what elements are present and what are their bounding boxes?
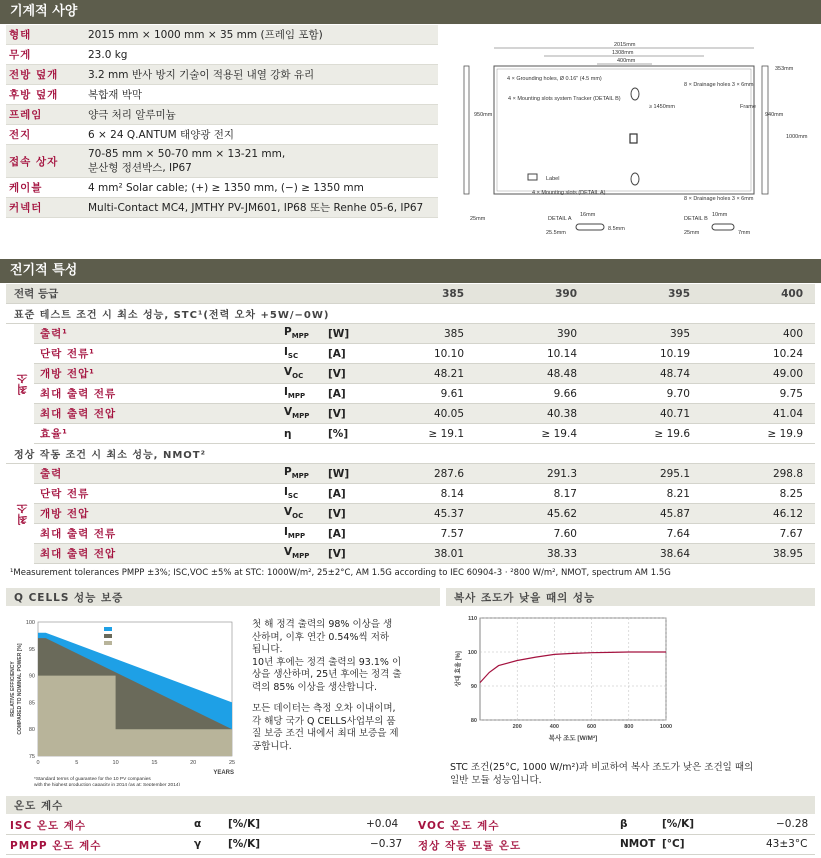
detail-a-255: 25.5mm [546,230,566,236]
elec-row-value: 7.57 [440,527,464,540]
warranty-text-line: 공합니다. [252,740,292,752]
x-tick-label: 20 [190,760,197,766]
elec-row-unit: [A] [328,527,346,540]
elec-row-value: 10.10 [433,347,464,360]
x-tick-label: 200 [512,724,522,730]
mech-row-value [82,126,438,144]
elec-row [34,464,815,484]
elec-row-name: 개방 전압¹ [40,368,95,380]
ground-holes-label: 4 × Grounding holes, Ø 0.16" (4.5 mm) [507,76,602,82]
elec-row-value: ≥ 19.9 [767,427,803,440]
detail-b-25: 25mm [684,230,700,236]
mech-row-label: 전지 [9,129,32,141]
temp-isc-unit: [%/K] [228,818,261,830]
warranty-footnote-1: *Standard terms of guarantee for the 10 PV companies [34,777,151,782]
elec-row [34,404,815,424]
section-rows [6,324,815,444]
elec-row-value: ≥ 19.1 [428,427,464,440]
temp-isc-val: +0.04 [366,818,399,830]
warranty-text-line: 각 해당 국가 Q CELLS사업부의 품 [252,715,396,727]
section-label-row [6,304,815,324]
mech-row-value [82,66,438,84]
elec-row [34,344,815,364]
warranty-text-line: 산하며, 이후 연간 0.54%씩 저하 [252,631,390,643]
elec-row-value: 49.00 [772,367,803,380]
elec-row-symbol: $P_{MPP}$ [284,466,309,481]
elec-row [34,504,815,524]
elec-row-value: 45.87 [659,507,690,520]
elec-row-unit: [W] [328,327,350,340]
plot-area [480,618,666,720]
y-axis-label-1: RELATIVE EFFICIENCY [10,661,16,717]
temp-isc-sym: α [194,818,202,830]
temp-voc-unit: [%/K] [662,818,695,830]
section-label: 표준 테스트 조건 시 최소 성능, STC¹(전력 오차 +5W/−0W) [14,310,330,321]
temp-row-1 [6,815,815,835]
dim-25: 25mm [470,216,486,222]
y-axis-label: 상대 효율 [%] [456,651,462,687]
warranty-text-line: 10년 후에는 정격 출력의 93.1% 이 [252,656,402,668]
mech-row [6,85,438,105]
mech-row-value-line: 분산형 정션박스, IP67 [88,162,192,174]
mech-row-label: 프레임 [9,109,43,121]
mech-row-value [82,46,438,64]
elec-row-value: 8.21 [666,487,690,500]
mech-row-value-line: 양극 처리 알루미늄 [88,108,176,121]
elec-row-symbol: $V_{MPP}$ [284,546,310,561]
legend-entry: Industry standard for tiered warranties* [115,642,198,647]
elec-row-name: 최대 출력 전류 [40,528,117,540]
dim-2015: 2015mm [614,42,636,48]
warranty-text-2 [252,703,399,753]
x-tick-label: 600 [587,724,597,730]
x-tick-label: 0 [36,760,40,766]
dim-1450: ≥ 1450mm [649,104,675,110]
mech-row-value [82,26,438,44]
temp-pmpp-name: PMPP 온도 계수 [10,840,102,852]
elec-row-value: 10.24 [772,347,803,360]
elec-row-symbol: $V_{OC}$ [284,506,304,521]
elec-row-value: 9.66 [553,387,577,400]
class-label: 전력 등급 [14,288,59,300]
mech-row [6,105,438,125]
mech-row-value-line: 3.2 mm 반사 방지 기술이 적용된 내열 강화 유리 [88,68,315,81]
class-value: 385 [442,287,464,300]
elec-row [34,364,815,384]
elec-row-value: 45.62 [546,507,577,520]
elec-row-value: 38.64 [659,547,690,560]
temp-nmot-name: 정상 작동 모듈 온도 [418,840,522,852]
elec-row-value: 400 [782,327,803,340]
temp-title: 온도 계수 [6,796,815,814]
lowirr-text-2: 일반 모듈 성능입니다. [450,775,542,786]
warranty-text-1 [252,619,402,694]
elec-row-value: 298.8 [772,467,803,480]
dim-1308: 1308mm [612,50,634,56]
x-tick-label: 25 [228,760,236,766]
elec-row-value: 48.48 [546,367,577,380]
dim-950: 950mm [474,112,493,118]
mech-row-value [82,179,438,197]
y-tick-label: 90 [28,673,35,680]
mech-row [6,25,438,45]
elec-row-value: 9.70 [666,387,690,400]
mech-row [6,45,438,65]
elec-row-symbol: $I_{SC}$ [284,486,299,501]
temp-voc-val: −0.28 [776,818,809,830]
module-drawing [462,34,814,244]
mech-row-value-line: Multi-Contact MC4, JMTHY PV-JM601, IP68 또는 Renhe 05-6, IP67 [88,201,424,214]
mech-row-value-line: 70-85 mm × 50-70 mm × 13-21 mm, [88,148,286,160]
detail-a-16: 16mm [580,212,596,218]
elec-row-name: 최대 출력 전류 [40,388,117,400]
elec-row-symbol: $V_{MPP}$ [284,406,310,421]
temp-nmot-sym: NMOT [620,838,656,850]
elec-row-name: 최대 출력 전압 [40,408,117,420]
elec-row-value: ≥ 19.4 [541,427,577,440]
lowirr-chart [448,612,678,752]
elec-row-value: 8.25 [779,487,803,500]
warranty-footnote-2: with the highest production capacity in 2014 (as at: September 2014) [34,783,181,786]
dim-400: 400mm [617,58,636,64]
warranty-text-line: 모든 데이터는 측정 오차 이내이며, [252,703,396,714]
x-tick-label: 800 [624,724,634,730]
y-tick-label: 75 [28,754,35,760]
elec-row-name: 개방 전압 [40,508,90,520]
dim-1000: 1000mm [786,134,808,140]
mech-row [6,125,438,145]
elec-row-value: 9.61 [440,387,464,400]
elec-row-value: 40.05 [433,407,464,420]
elec-row-value: 45.37 [433,507,464,520]
elec-row-unit: [A] [328,387,346,400]
mech-row-label: 형태 [9,29,32,41]
detail-b-10: 10mm [712,212,728,218]
elec-table [6,284,815,564]
temp-pmpp-val: −0.37 [370,838,403,850]
class-value: 395 [668,287,690,300]
section-label-row [6,444,815,464]
elec-row-value: 7.67 [779,527,803,540]
x-axis-label: 복사 조도 [W/M²] [548,735,598,742]
drainage-label-top: 8 × Drainage holes 3 × 6mm [684,82,754,88]
section-rows [6,464,815,564]
elec-row-unit: [%] [328,427,349,440]
elec-row-unit: [A] [328,347,346,360]
elec-row-value: 38.01 [433,547,464,560]
elec-row-unit: [V] [328,407,346,420]
dim-353: 353mm [775,66,794,72]
elec-row [34,424,815,444]
warranty-text-line: 상을 생산하며, 25년 후에는 정격 출 [252,669,402,680]
legend-entry: Q CELLS [115,628,136,633]
mech-row-value-line: 4 mm² Solar cable; (+) ≥ 1350 mm, (−) ≥ 1350 mm [88,181,364,194]
mech-title: 기계적 사양 [0,0,821,24]
detail-a-85: 8.5mm [608,226,625,232]
temp-isc-name: ISC 온도 계수 [10,820,87,832]
elec-footnote: ¹Measurement tolerances PMPP ±3%; ISC,VOC ±5% at STC: 1000W/m², 25±2°C, AM 1.5G according to IEC 60904-3 · ²800 W/m², NMOT, spectrum AM 1.5G [10,568,671,578]
elec-row-unit: [A] [328,487,346,500]
warranty-text-line: 첫 해 정격 출력의 98% 이상을 생 [252,619,393,630]
x-tick-label: 1000 [659,724,673,730]
elec-row-value: 10.14 [546,347,577,360]
y-tick-label: 100 [25,620,35,626]
elec-row-value: 38.95 [772,547,803,560]
frame-label: Frame [740,104,756,110]
elec-row-value: ≥ 19.6 [654,427,690,440]
mech-row-value [82,199,438,217]
mount-slot-tracker-label: 4 × Mounting slots system Tracker (DETAIL B) [508,96,621,102]
elec-row-unit: [V] [328,507,346,520]
elec-row-value: 38.33 [546,547,577,560]
y-tick-label: 110 [468,616,477,622]
elec-row-value: 8.14 [440,487,464,500]
x-tick-label: 400 [549,724,559,730]
elec-row-value: 395 [669,327,690,340]
mech-row [6,198,438,218]
mech-row [6,178,438,198]
elec-row-symbol: $P_{MPP}$ [284,326,309,341]
temp-pmpp-sym: γ [194,838,202,850]
elec-row-value: 46.12 [772,507,803,520]
side-label-min: 최소 [16,503,29,525]
temp-voc-name: VOC 온도 계수 [418,820,500,832]
temp-voc-sym: β [620,818,628,830]
legend-entry: Industry standard for linear warranties* [115,635,198,640]
elec-row-value: 40.38 [546,407,577,420]
x-tick-label: 15 [151,760,158,766]
elec-row-symbol: $V_{OC}$ [284,366,304,381]
detail-a-label: DETAIL A [548,216,572,222]
elec-row-unit: [V] [328,547,346,560]
x-tick-label: 5 [75,760,79,766]
mech-row-label: 케이블 [9,182,43,194]
elec-row-symbol: η [284,427,292,440]
elec-row-unit: [W] [328,467,350,480]
y-tick-label: 95 [28,646,35,653]
section-label: 정상 작동 조건 시 최소 성능, NMOT² [14,450,206,461]
y-tick-label: 80 [28,727,35,734]
dim-940: 940mm [765,112,784,118]
detail-b-label: DETAIL B [684,216,708,222]
elec-title: 전기적 특성 [0,259,821,283]
y-tick-label: 85 [28,700,35,707]
mech-row-label: 커넥터 [9,202,43,214]
elec-row [34,324,815,344]
y-axis-label-2: COMPARED TO NOMINAL POWER [%] [17,643,23,735]
temp-nmot-val: 43±3°C [766,838,808,850]
elec-row-symbol: $I_{MPP}$ [284,526,306,541]
elec-row-symbol: $I_{MPP}$ [284,386,306,401]
elec-row-value: 10.19 [659,347,690,360]
mech-row-value-line: 복합재 박막 [88,88,143,101]
elec-row-name: 효율¹ [40,428,68,440]
class-value: 390 [555,287,577,300]
elec-row-value: 385 [443,327,464,340]
elec-row-value: 8.17 [553,487,577,500]
side-label-min: 최소 [16,373,29,395]
mech-row-label: 접속 상자 [9,155,59,168]
elec-row-name: 단락 전류¹ [40,348,95,360]
elec-row-value: 390 [556,327,577,340]
mech-row [6,145,438,178]
elec-row-value: 295.1 [659,467,690,480]
class-header-row [6,284,815,304]
elec-row [34,484,815,504]
elec-row-value: 7.64 [666,527,690,540]
legend-swatch [104,634,112,638]
elec-row [34,524,815,544]
lowirr-text-1: STC 조건(25°C, 1000 W/m²)과 비교하여 복사 조도가 낮은 조건일 때의 [450,762,754,773]
mech-row-value [82,86,438,104]
elec-row-value: 48.74 [659,367,690,380]
elec-row-value: 40.71 [659,407,690,420]
warranty-text-line: 력의 85% 이상을 생산합니다. [252,681,377,693]
detail-b-7: 7mm [738,230,751,236]
elec-row-symbol: $I_{SC}$ [284,346,299,361]
mech-row-value-line: 6 × 24 Q.ANTUM 태양광 전지 [88,128,235,141]
mech-row-label: 후방 덮개 [9,89,59,101]
mount-slot-label: 4 × Mounting slots (DETAIL A) [532,190,606,196]
elec-row-value: 287.6 [433,467,464,480]
elec-row-unit: [V] [328,367,346,380]
y-tick-label: 80 [470,718,477,724]
temp-nmot-unit: [°C] [662,838,685,850]
elec-row-value: 48.21 [433,367,464,380]
temp-pmpp-unit: [%/K] [228,838,261,850]
legend-swatch [104,641,112,645]
warranty-text-line: 됩니다. [252,644,283,655]
warranty-text-line: 질 보증 조건 내에서 최대 보증을 제 [252,728,399,739]
elec-row-value: 7.60 [553,527,577,540]
mech-row-label: 무게 [9,49,32,61]
elec-row-name: 최대 출력 전압 [40,548,117,560]
x-tick-label: 10 [112,760,119,766]
elec-row-value: 41.04 [772,407,803,420]
elec-row-name: 단락 전류 [40,488,90,500]
elec-row-value: 9.75 [779,387,803,400]
warranty-title: Q CELLS 성능 보증 [6,588,440,606]
class-value: 400 [781,287,803,300]
mech-row-value [82,145,438,177]
mech-row-value-line: 23.0 kg [88,48,128,61]
mech-row-value [82,106,438,124]
x-axis-label: YEARS [213,770,234,776]
elec-row-name: 출력¹ [40,328,68,340]
mech-spec-table [6,25,438,218]
legend-swatch [104,627,112,631]
y-tick-label: 90 [470,684,477,690]
elec-row [34,384,815,404]
elec-row [34,544,815,564]
warranty-chart [6,608,246,786]
mech-row-label: 전방 덮개 [9,69,59,81]
elec-row-value: 291.3 [546,467,577,480]
temp-row-2 [6,835,815,855]
mech-row-value-line: 2015 mm × 1000 mm × 35 mm (프레임 포함) [88,28,323,41]
mech-row [6,65,438,85]
label-label: Label [546,176,560,182]
lowirr-title: 복사 조도가 낮을 때의 성능 [446,588,815,606]
y-tick-label: 100 [467,650,477,656]
elec-row-name: 출력 [40,468,63,480]
drainage-label-bottom: 8 × Drainage holes 3 × 6mm [684,196,754,202]
